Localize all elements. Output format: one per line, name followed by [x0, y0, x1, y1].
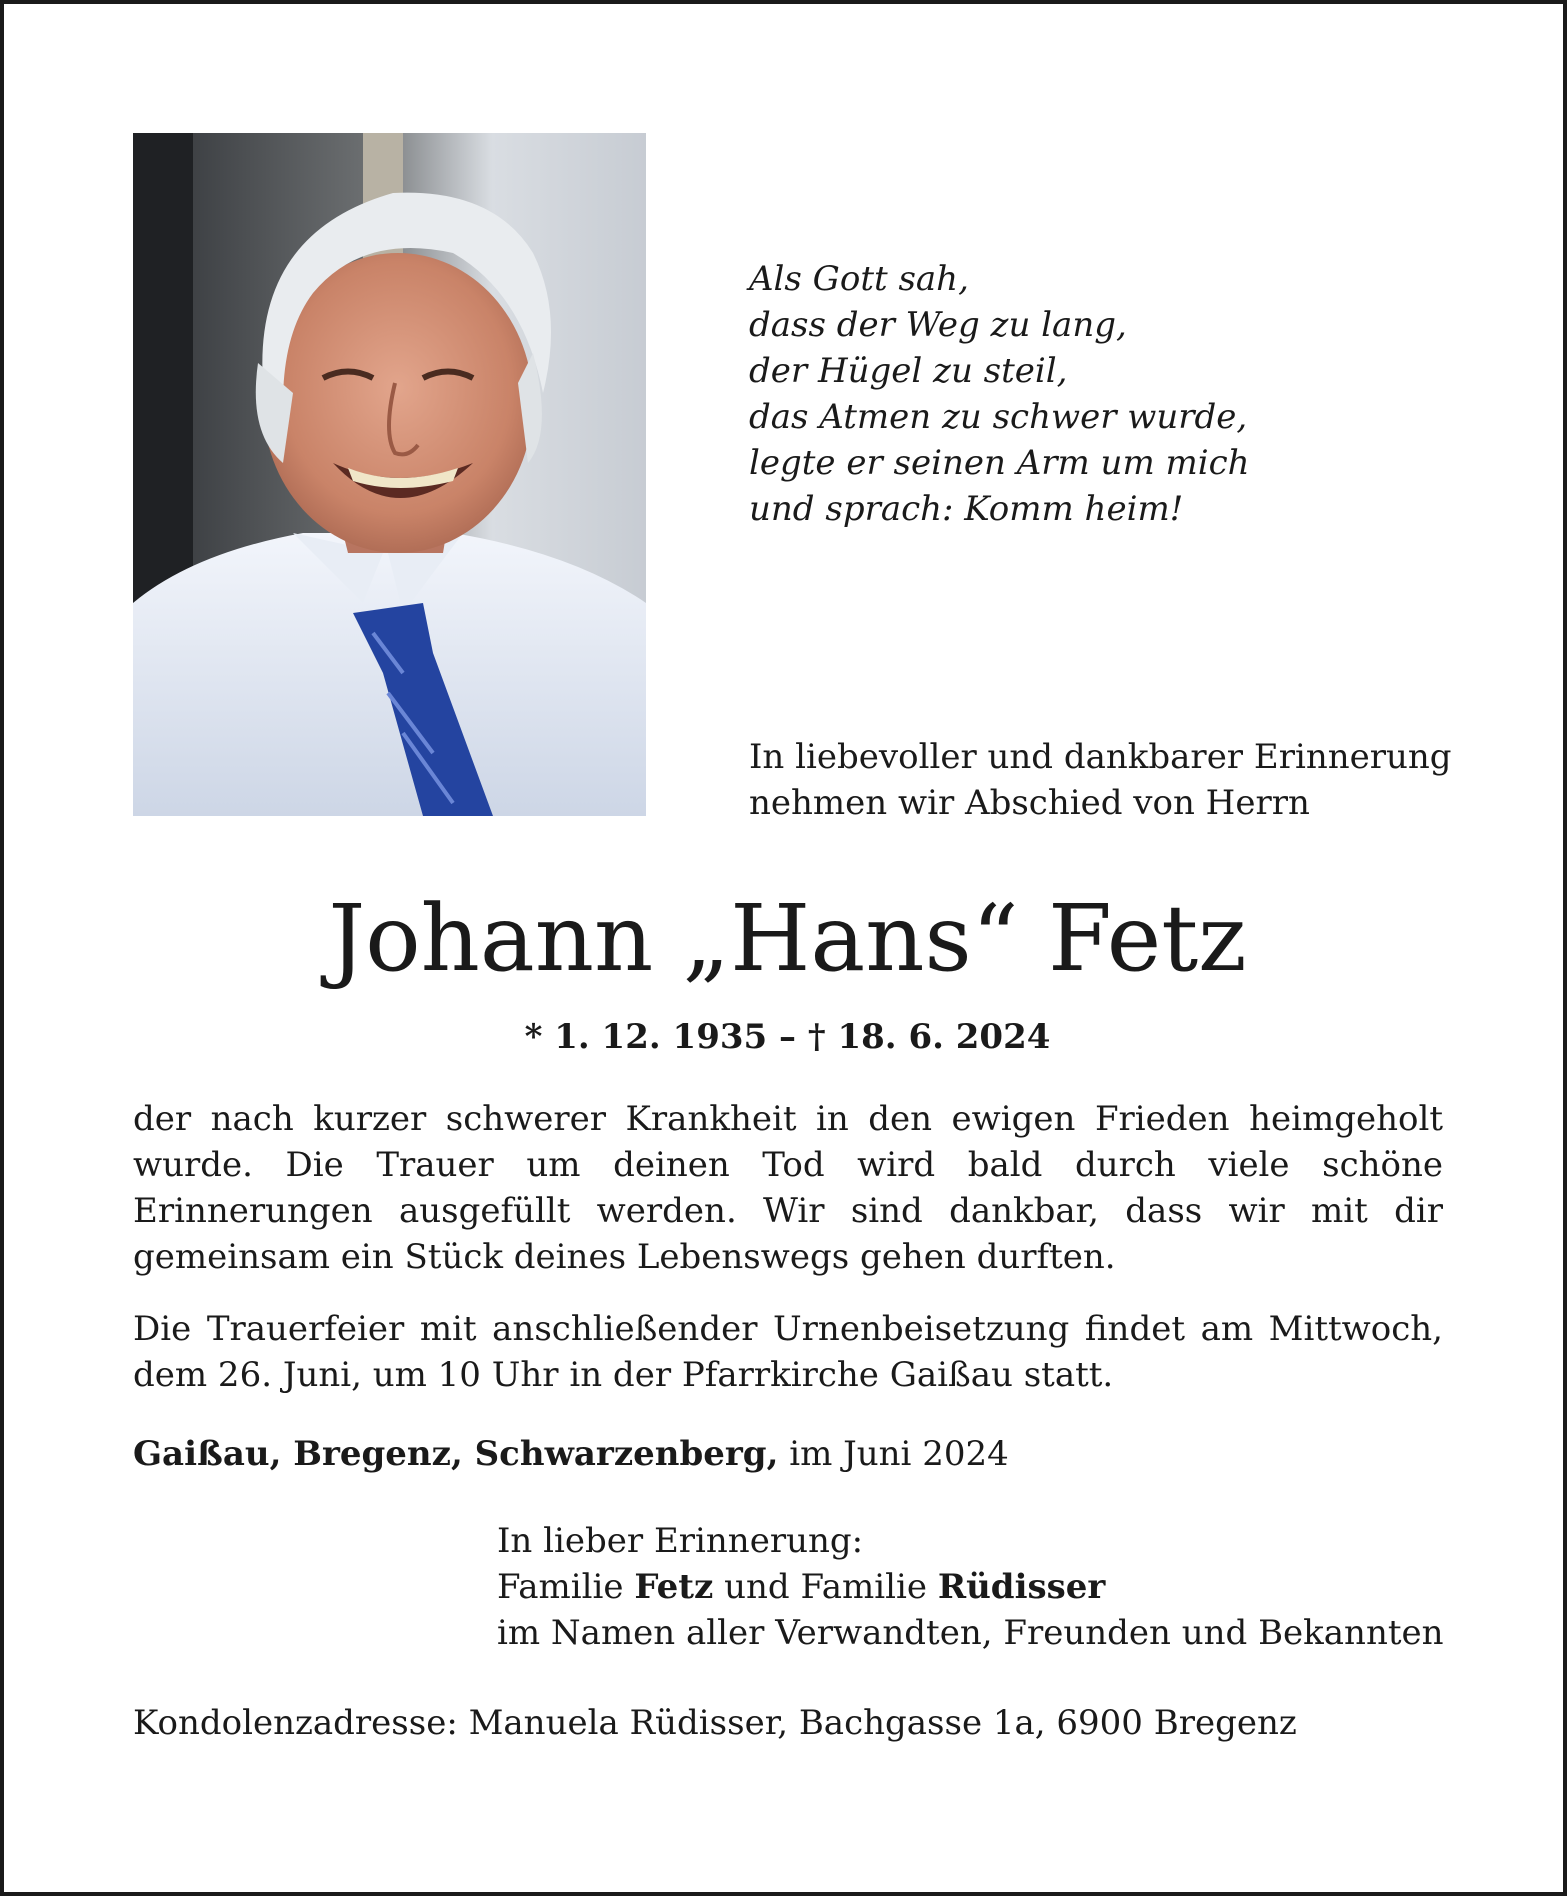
- place-locations: Gaißau, Bregenz, Schwarzenberg,: [133, 1434, 779, 1474]
- condolence-address: Kondolenzadresse: Manuela Rüdisser, Bachgasse 1a, 6900 Bregenz: [133, 1703, 1297, 1743]
- poem-line: der Hügel zu steil,: [749, 351, 1068, 391]
- family-middle: und Familie: [713, 1567, 938, 1607]
- life-dates: * 1. 12. 1935 – † 18. 6. 2024: [524, 1017, 1051, 1057]
- signature-heading: In lieber Erinnerung:: [497, 1521, 864, 1561]
- signature-closing: im Namen aller Verwandten, Freunden und Bekannten: [497, 1613, 1444, 1653]
- portrait-illustration: [133, 133, 646, 816]
- family-prefix: Familie: [497, 1567, 635, 1607]
- intro-line-1: In liebevoller und dankbarer Erinnerung: [749, 737, 1452, 777]
- portrait-photo: [133, 133, 646, 816]
- body-paragraph-2: Die Trauerfeier mit anschließender Urnenbeisetzung findet am Mittwoch, dem 26. Juni, um 10 Uhr in der Pfarrkirche Gaißau statt.: [133, 1309, 1443, 1395]
- deceased-name: Johann „Hans“ Fetz: [328, 885, 1247, 992]
- place-date: im Juni 2024: [778, 1434, 1009, 1474]
- poem: [749, 256, 1469, 532]
- signature-families: [497, 1564, 1444, 1610]
- family-name-ruedisser: Rüdisser: [937, 1567, 1106, 1607]
- body-paragraph-1: der nach kurzer schwerer Krankheit in den ewigen Frieden heimgeholt wurde. Die Trauer um deinen Tod wird bald durch viele schöne Erinnerungen ausgefüllt werden. Wir sind dankbar, dass wir mit dir gemeinsam ein Stück deines Lebenswegs gehen durften.: [133, 1099, 1443, 1277]
- place-and-date: [133, 1431, 1009, 1477]
- family-name-fetz: Fetz: [634, 1567, 714, 1607]
- poem-line: das Atmen zu schwer wurde,: [749, 397, 1248, 437]
- poem-line: legte er seinen Arm um mich: [749, 443, 1250, 483]
- poem-line: und sprach: Komm heim!: [749, 489, 1184, 529]
- poem-line: dass der Weg zu lang,: [749, 305, 1127, 345]
- signature-block: [497, 1518, 1444, 1656]
- intro-line-2: nehmen wir Abschied von Herrn: [749, 783, 1310, 823]
- poem-line: Als Gott sah,: [749, 259, 969, 299]
- intro-text: [749, 734, 1509, 826]
